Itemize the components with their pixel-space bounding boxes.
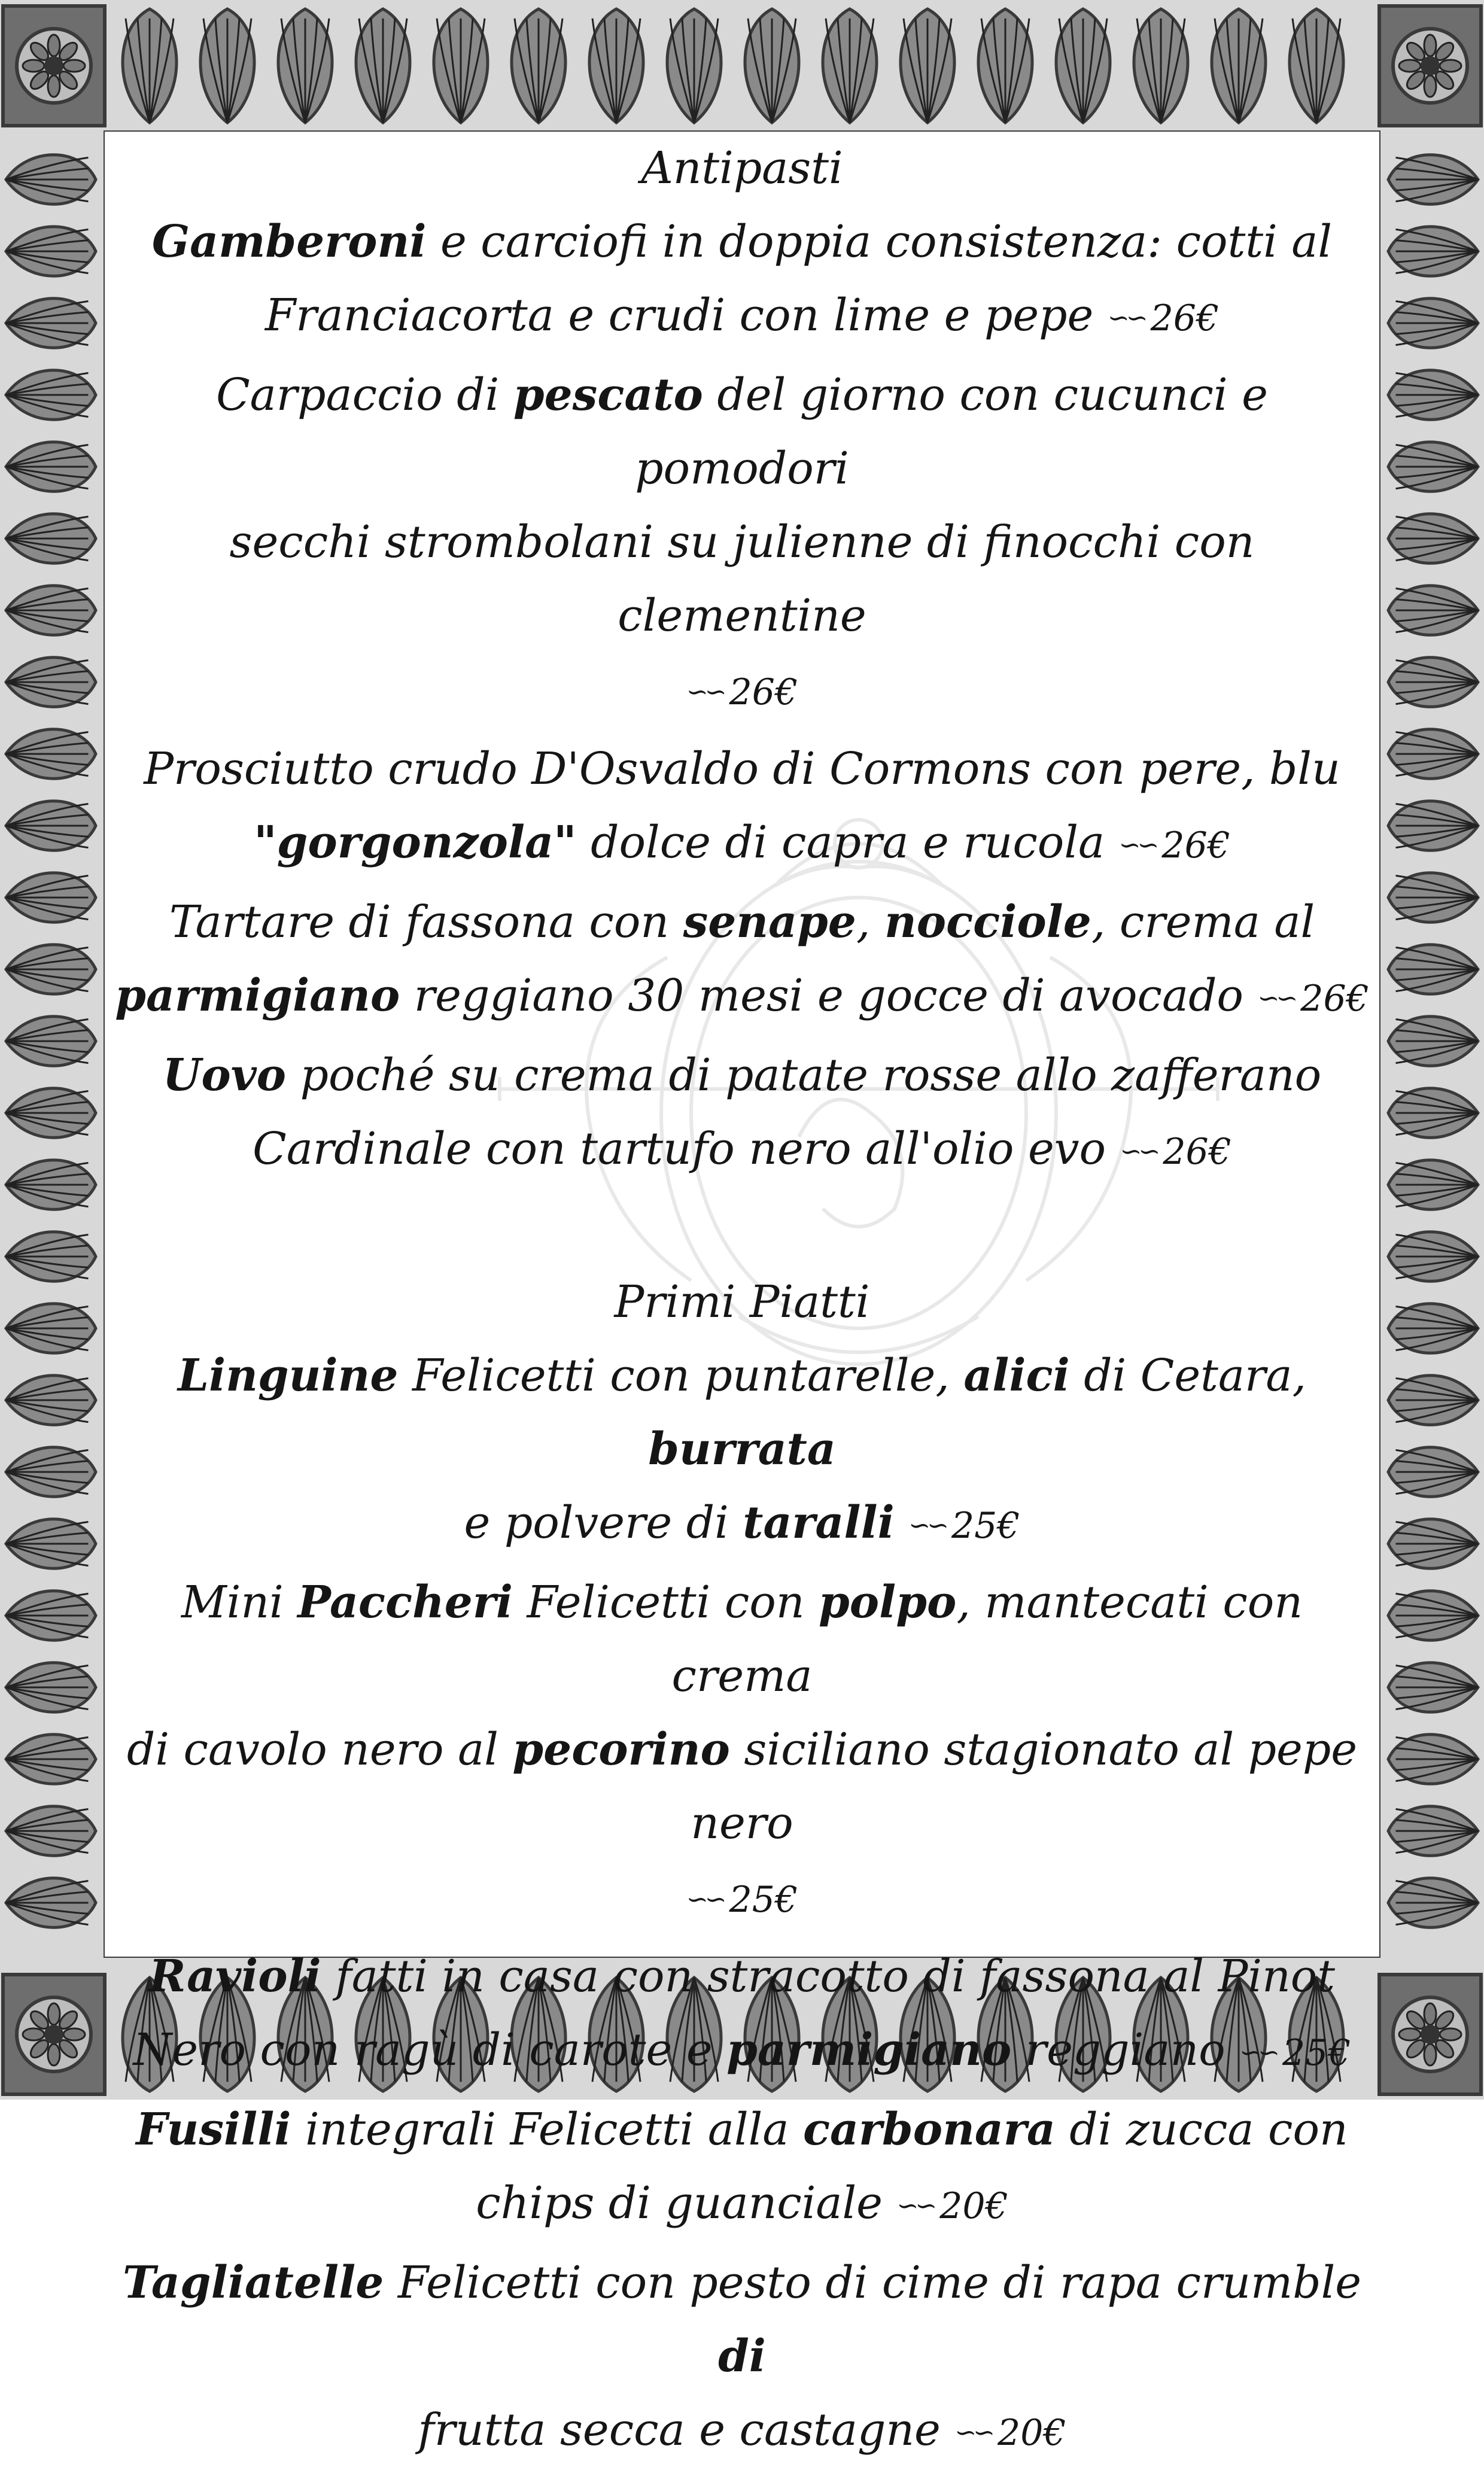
dish-highlight: parmigiano (115, 970, 400, 1021)
dish-highlight: Uovo (162, 1050, 287, 1101)
menu-item-line (105, 959, 1379, 1039)
dish-highlight: di (718, 2331, 766, 2382)
menu-item-line (105, 279, 1379, 358)
menu-item-price: 25€ (1282, 2032, 1351, 2074)
price-separator-icon: ∽∽ (896, 2191, 934, 2221)
menu-item-price: 26€ (1150, 297, 1220, 339)
dish-text: reggiano (1011, 2024, 1225, 2076)
menu-item-line (105, 1339, 1379, 1486)
dish-highlight: pecorino (512, 1724, 730, 1775)
dish-text: Felicetti con puntarelle, (398, 1350, 964, 1401)
dish-text: Mini (181, 1577, 298, 1628)
menu-item-line (105, 806, 1379, 886)
menu-item-price: 26€ (1163, 1131, 1231, 1173)
dish-text: Felicetti con pesto di cime di rapa crumble (384, 2257, 1362, 2308)
dish-highlight: Gamberoni (151, 216, 427, 267)
menu-item-line (105, 2167, 1379, 2246)
dish-text: secchi strombolani su julienne di finocchi con clementine (229, 516, 1255, 641)
dish-text: Prosciutto crudo D'Osvaldo di Cormons con pere, blu (144, 743, 1340, 795)
dish-highlight: polpo (819, 1577, 957, 1628)
dish-highlight: Ravioli (148, 1951, 321, 2002)
menu-item-line (105, 1566, 1379, 1713)
menu-content (105, 132, 1379, 2473)
dish-text: poché su crema di patate rosse allo zafferano (286, 1050, 1322, 1101)
dish-text: di cavolo nero al (126, 1724, 513, 1775)
menu-item-price: 25€ (729, 1879, 798, 1921)
menu-item-line (105, 506, 1379, 653)
dish-text: Felicetti con (512, 1577, 819, 1628)
price-separator-icon: ∽∽ (1118, 830, 1156, 860)
menu-item-line (105, 205, 1379, 279)
dish-text: , mantecati con crema (671, 1577, 1303, 1702)
dish-text: Tartare di fassona con (169, 896, 683, 948)
menu-item-price: 25€ (951, 1505, 1020, 1547)
menu-page (105, 132, 1379, 2456)
price-separator-icon: ∽∽ (686, 677, 723, 707)
dish-text: e carciofi in doppia consistenza: cotti al (426, 216, 1333, 267)
price-separator-icon: ∽∽ (1257, 983, 1295, 1014)
menu-item-price: 26€ (1161, 825, 1230, 866)
dish-text: Nero con ragù di carote e (133, 2024, 727, 2076)
price-separator-icon: ∽∽ (1239, 2037, 1276, 2068)
dish-text: e polvere di (464, 1497, 743, 1549)
dish-highlight: Tagliatelle (122, 2257, 384, 2308)
dish-highlight: alici (963, 1350, 1070, 1401)
menu-item-line (105, 732, 1379, 806)
section-title: Antipasti (641, 142, 843, 194)
menu-item-line (105, 1112, 1379, 1192)
dish-text: chips di guanciale (476, 2177, 883, 2229)
dish-highlight: taralli (743, 1497, 895, 1549)
menu-item-line (105, 1713, 1379, 1860)
dish-text: siciliano stagionato al pepe nero (691, 1724, 1358, 1849)
dish-highlight: Paccheri (297, 1577, 513, 1628)
dish-text: , crema al (1091, 896, 1315, 948)
dish-text: , (856, 896, 884, 948)
dish-highlight: nocciole (884, 896, 1091, 948)
menu-item-line (105, 1940, 1379, 2013)
menu-item-line (105, 1486, 1379, 1566)
menu-item-price: 26€ (1300, 978, 1369, 1020)
dish-text: Franciacorta e crudi con lime e pepe (264, 290, 1094, 341)
menu-item-price: 20€ (998, 2412, 1066, 2454)
dish-text: di zucca con (1055, 2104, 1348, 2155)
dish-text: Carpaccio di (216, 369, 513, 421)
dish-highlight: burrata (648, 1423, 836, 1475)
menu-item-line (105, 1860, 1379, 1940)
menu-item-line (105, 358, 1379, 506)
menu-item-price: 26€ (729, 671, 798, 713)
menu-item-price: 20€ (939, 2185, 1008, 2227)
dish-highlight: parmigiano (726, 2024, 1012, 2076)
price-separator-icon: ∽∽ (908, 1510, 945, 1541)
dish-text: del giorno con cucunci e pomodori (635, 369, 1268, 494)
dish-text: dolce di capra e rucola (576, 817, 1105, 868)
dish-highlight: senape (683, 896, 856, 948)
menu-item-line (105, 653, 1379, 732)
dish-text: fatti in casa con stracotto di fassona al Pinot (321, 1951, 1336, 2002)
dish-highlight: carbonara (802, 2104, 1056, 2155)
price-separator-icon: ∽∽ (1107, 303, 1145, 333)
menu-item-line (105, 1039, 1379, 1112)
dish-highlight: pescato (513, 369, 703, 421)
price-separator-icon: ∽∽ (686, 1884, 723, 1915)
menu-item-line (105, 2393, 1379, 2473)
dish-highlight: Fusilli (136, 2104, 291, 2155)
menu-item-line (105, 2246, 1379, 2393)
dish-text: Cardinale con tartufo nero all'olio evo (253, 1123, 1106, 1175)
price-separator-icon: ∽∽ (954, 2417, 992, 2448)
menu-item-line (105, 2013, 1379, 2093)
section-spacer (105, 1192, 1379, 1266)
dish-highlight: Linguine (177, 1350, 399, 1401)
dish-text: reggiano 30 mesi e gocce di avocado (400, 970, 1243, 1021)
dish-highlight: "gorgonzola" (254, 817, 577, 868)
dish-text: frutta secca e castagne (418, 2404, 941, 2456)
dish-text: di Cetara, (1069, 1350, 1307, 1401)
section-title: Primi Piatti (614, 1276, 870, 1328)
menu-item-line (105, 2093, 1379, 2167)
price-separator-icon: ∽∽ (1120, 1136, 1157, 1167)
dish-text: integrali Felicetti alla (291, 2104, 803, 2155)
menu-item-line (105, 886, 1379, 959)
